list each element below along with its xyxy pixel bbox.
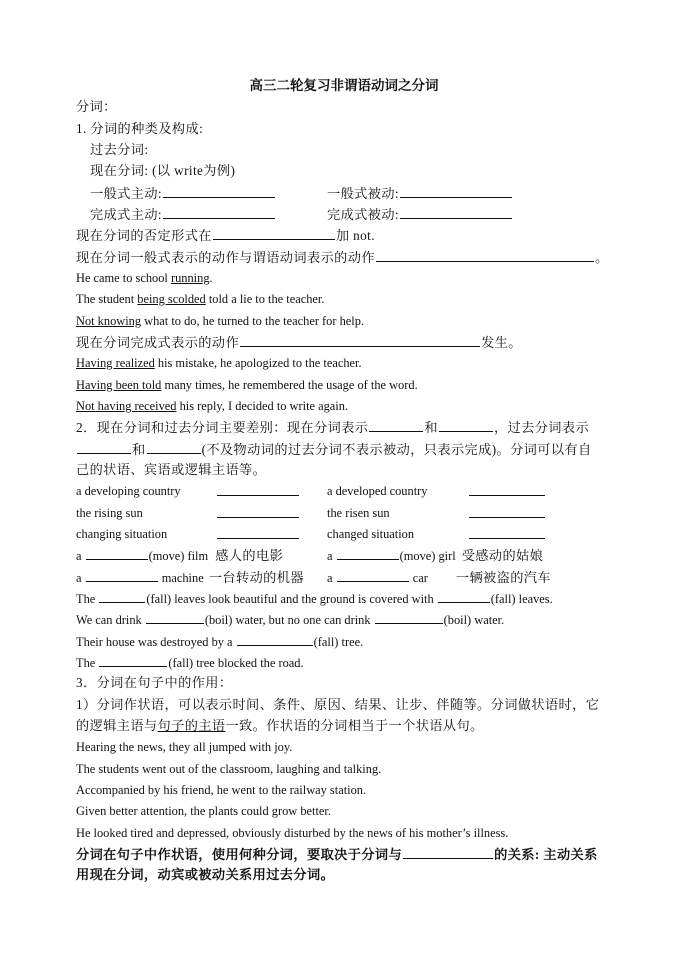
answer-blank[interactable] <box>86 569 158 582</box>
text: The <box>76 656 99 670</box>
text: 和 <box>424 420 438 435</box>
answer-blank[interactable] <box>99 654 167 667</box>
answer-blank[interactable] <box>217 483 299 496</box>
text: a <box>327 549 336 563</box>
machine-row <box>76 569 551 586</box>
machine-row-right <box>327 569 551 586</box>
answer-blank[interactable] <box>213 227 335 240</box>
example-sentence <box>76 398 348 414</box>
perfect-active-row <box>90 206 276 223</box>
answer-blank[interactable] <box>217 505 299 518</box>
example-sentence: The students went out of the classroom, laughing and talking. <box>76 762 382 776</box>
general-action-line <box>76 249 609 266</box>
example-sentence: Accompanied by his friend, he went to the railway station. <box>76 783 367 797</box>
underlined-participle: running <box>170 271 210 285</box>
chinese-gloss: 一台转动的机器 <box>208 570 304 585</box>
text: 现在分词的否定形式在 <box>76 228 212 243</box>
example-sentence: Given better attention, the plants could grow better. <box>76 804 331 818</box>
example-sentence <box>76 291 324 307</box>
answer-blank[interactable] <box>337 569 409 582</box>
answer-blank[interactable] <box>403 846 493 859</box>
answer-blank[interactable] <box>369 419 423 432</box>
answer-blank[interactable] <box>217 526 299 539</box>
answer-blank[interactable] <box>438 590 490 603</box>
text: (fall) leaves look beautiful and the ground is covered with <box>146 592 437 606</box>
exercise-sentence <box>76 654 304 671</box>
text: 的逻辑主语与 <box>76 718 158 733</box>
section-2-line2 <box>76 441 592 458</box>
move-row-right <box>327 547 543 564</box>
section-label-fenci: 分词： <box>76 99 117 114</box>
page-title: 高三二轮复习非谓语动词之分词 <box>249 78 439 93</box>
answer-blank[interactable] <box>240 334 480 347</box>
answer-blank[interactable] <box>400 185 512 198</box>
text: (fall) tree blocked the road. <box>168 656 304 670</box>
move-row <box>76 547 544 564</box>
section-2-line3: 己的状语、宾语或逻辑主语等。 <box>76 462 267 477</box>
text: (move) film <box>148 549 209 563</box>
underlined-participle: Having realized <box>76 356 155 370</box>
text: 2．现在分词和过去分词主要差别：现在分词表示 <box>76 420 369 435</box>
answer-blank[interactable] <box>146 611 204 624</box>
answer-blank[interactable] <box>86 547 148 560</box>
text: (boil) water. <box>443 613 505 627</box>
answer-blank[interactable] <box>469 505 545 518</box>
underlined-text: 句子的主语 <box>157 718 226 733</box>
underlined-participle: Not knowing <box>76 314 142 328</box>
text: The <box>76 592 99 606</box>
pair-left: a developing country <box>76 484 181 498</box>
text: Their house was destroyed by a <box>76 635 236 649</box>
text: his reply, I decided to write again. <box>176 399 349 413</box>
chinese-gloss: 一辆被盗的汽车 <box>455 570 551 585</box>
answer-blank[interactable] <box>469 526 545 539</box>
answer-blank[interactable] <box>163 185 275 198</box>
text: . <box>209 271 213 285</box>
text: 发生。 <box>481 335 522 350</box>
pair-right: the risen sun <box>327 506 390 520</box>
answer-blank[interactable] <box>77 441 131 454</box>
text: his mistake, he apologized to the teacher. <box>154 356 362 370</box>
negative-form-line <box>76 227 375 244</box>
answer-blank[interactable] <box>400 206 512 219</box>
text: 分词在句子中作状语，使用何种分词，要取决于分词与 <box>76 847 403 862</box>
text: ，过去分词表示 <box>493 420 590 435</box>
text: (boil) water, but no one can drink <box>204 613 374 627</box>
text: 的关系: 主动关系 <box>494 847 598 862</box>
perfect-active-label: 完成式主动: <box>90 207 163 222</box>
underlined-participle: Not having received <box>76 399 177 413</box>
answer-blank[interactable] <box>439 419 493 432</box>
text: 现在分词完成式表示的动作 <box>76 335 240 350</box>
text: a <box>76 571 85 585</box>
example-sentence <box>76 377 418 393</box>
text: 加 not. <box>335 228 375 243</box>
perfect-action-line <box>76 334 522 351</box>
answer-blank[interactable] <box>337 547 399 560</box>
exercise-sentence <box>76 633 363 650</box>
present-participle-label: 现在分词: (以 write为例) <box>90 163 236 178</box>
answer-blank[interactable] <box>99 590 145 603</box>
text: (fall) leaves. <box>490 592 553 606</box>
text: 一致。作状语的分词相当于一个状语从句。 <box>225 718 484 733</box>
example-sentence: Hearing the news, they all jumped with joy. <box>76 740 293 754</box>
text: (不及物动词的过去分词不表示被动，只表示完成)。分词可以有自 <box>201 442 592 457</box>
text: (move) girl <box>399 549 456 563</box>
pair-right: a developed country <box>327 484 428 498</box>
text: 现在分词一般式表示的动作与谓语动词表示的动作 <box>76 250 375 265</box>
general-active-row <box>90 185 276 202</box>
section-3-heading: 3．分词在句子中的作用： <box>76 675 233 690</box>
text: 。 <box>594 250 609 265</box>
perfect-passive-row <box>327 206 513 223</box>
pair-left: changing situation <box>76 527 168 541</box>
chinese-gloss: 感人的电影 <box>215 548 284 563</box>
example-sentence <box>76 270 213 286</box>
text: (fall) tree. <box>313 635 364 649</box>
text: a <box>76 549 85 563</box>
answer-blank[interactable] <box>469 483 545 496</box>
general-passive-row <box>327 185 513 202</box>
rule-line1 <box>76 846 598 863</box>
text: machine <box>161 571 204 585</box>
underlined-participle: Having been told <box>76 378 162 392</box>
example-sentence: He looked tired and depressed, obviously disturbed by the news of his mother’s illness. <box>76 826 509 840</box>
past-participle-label: 过去分词: <box>90 142 149 157</box>
answer-blank[interactable] <box>375 611 443 624</box>
text: We can drink <box>76 613 145 627</box>
text: The student <box>76 292 138 306</box>
answer-blank[interactable] <box>147 441 201 454</box>
example-sentence <box>76 355 362 371</box>
text: 和 <box>132 442 146 457</box>
example-sentence <box>76 313 364 329</box>
exercise-sentence <box>76 611 504 628</box>
underlined-participle: being scolded <box>137 292 206 306</box>
chinese-gloss: 受感动的姑娘 <box>461 548 544 563</box>
general-active-label: 一般式主动: <box>90 186 163 201</box>
answer-blank[interactable] <box>163 206 275 219</box>
answer-blank[interactable] <box>376 249 594 262</box>
answer-blank[interactable] <box>237 633 313 646</box>
text: many times, he remembered the usage of the word. <box>161 378 418 392</box>
general-passive-label: 一般式被动: <box>327 186 400 201</box>
section-2-line1 <box>76 419 589 436</box>
text: told a lie to the teacher. <box>205 292 325 306</box>
pair-right: changed situation <box>327 527 415 541</box>
adverbial-rule-line1: 1）分词作状语，可以表示时间、条件、原因、结果、让步、伴随等。分词做状语时，它 <box>76 697 600 712</box>
text: a <box>327 571 336 585</box>
perfect-passive-label: 完成式被动: <box>327 207 400 222</box>
heading-1: 1. 分词的种类及构成: <box>76 121 204 136</box>
pair-left: the rising sun <box>76 506 143 520</box>
exercise-sentence <box>76 590 553 607</box>
rule-line2: 用现在分词，动宾或被动关系用过去分词。 <box>76 867 335 882</box>
text: He came to school <box>76 271 171 285</box>
text: car <box>412 571 428 585</box>
adverbial-rule-line2 <box>76 718 484 734</box>
text: what to do, he turned to the teacher for help. <box>141 314 365 328</box>
